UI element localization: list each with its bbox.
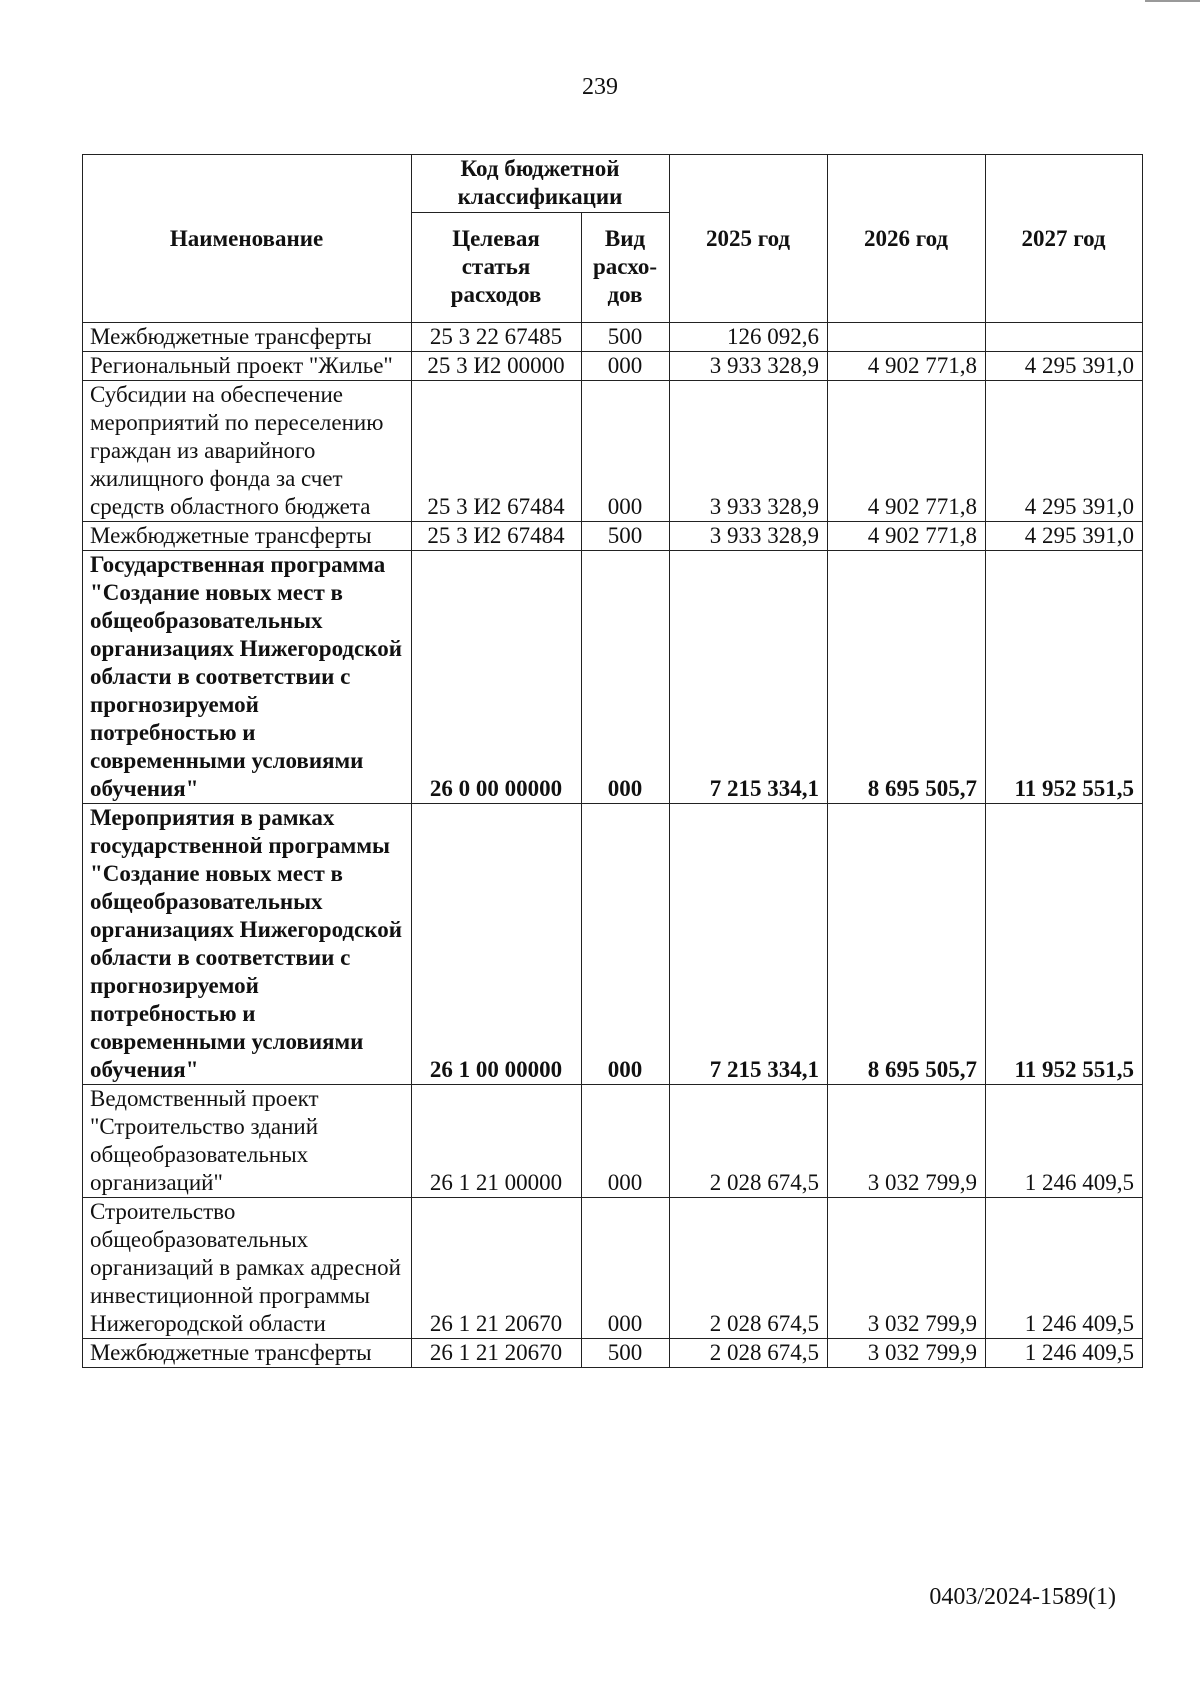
cell-target-article: 25 3 И2 67484 xyxy=(412,522,582,551)
header-name: Наименование xyxy=(83,155,412,323)
cell-expense-kind: 000 xyxy=(582,551,670,804)
cell-expense-kind: 500 xyxy=(582,1339,670,1368)
cell-2025: 3 933 328,9 xyxy=(670,381,828,522)
cell-expense-kind: 500 xyxy=(582,522,670,551)
cell-name: Региональный проект "Жилье" xyxy=(83,352,412,381)
cell-2026: 3 032 799,9 xyxy=(828,1339,986,1368)
cell-2026: 4 902 771,8 xyxy=(828,381,986,522)
table-row xyxy=(83,352,1143,381)
cell-target-article: 26 1 21 00000 xyxy=(412,1085,582,1198)
cell-expense-kind: 000 xyxy=(582,352,670,381)
budget-table xyxy=(82,154,1143,1368)
cell-name: Межбюджетные трансферты xyxy=(83,323,412,352)
cell-2025: 2 028 674,5 xyxy=(670,1085,828,1198)
cell-2025: 2 028 674,5 xyxy=(670,1339,828,1368)
cell-name: Межбюджетные трансферты xyxy=(83,522,412,551)
cell-2027: 1 246 409,5 xyxy=(986,1339,1143,1368)
cell-2027: 4 295 391,0 xyxy=(986,352,1143,381)
cell-target-article: 26 1 00 00000 xyxy=(412,804,582,1085)
cell-name: Государственная программа "Создание новых мест в общеобразовательных организациях Нижегородской области в соответствии с прогнозируемой потребностью и современными условиями обучения" xyxy=(83,551,412,804)
cell-name: Межбюджетные трансферты xyxy=(83,1339,412,1368)
scan-edge-mark xyxy=(1145,0,1200,2)
cell-expense-kind: 500 xyxy=(582,323,670,352)
cell-target-article: 26 0 00 00000 xyxy=(412,551,582,804)
cell-2026: 3 032 799,9 xyxy=(828,1085,986,1198)
cell-2027: 1 246 409,5 xyxy=(986,1085,1143,1198)
table-row xyxy=(83,1339,1143,1368)
cell-2027: 1 246 409,5 xyxy=(986,1198,1143,1339)
cell-target-article: 26 1 21 20670 xyxy=(412,1198,582,1339)
cell-2027: 4 295 391,0 xyxy=(986,381,1143,522)
cell-2027: 11 952 551,5 xyxy=(986,551,1143,804)
cell-2025: 126 092,6 xyxy=(670,323,828,352)
cell-2025: 3 933 328,9 xyxy=(670,352,828,381)
cell-expense-kind: 000 xyxy=(582,1085,670,1198)
cell-name: Строительство общеобразовательных организаций в рамках адресной инвестиционной программы Нижегородской области xyxy=(83,1198,412,1339)
cell-name: Ведомственный проект "Строительство зданий общеобразовательных организаций" xyxy=(83,1085,412,1198)
cell-2027 xyxy=(986,323,1143,352)
cell-2026: 4 902 771,8 xyxy=(828,352,986,381)
cell-2026: 8 695 505,7 xyxy=(828,804,986,1085)
cell-2025: 2 028 674,5 xyxy=(670,1198,828,1339)
cell-2025: 7 215 334,1 xyxy=(670,804,828,1085)
cell-target-article: 25 3 22 67485 xyxy=(412,323,582,352)
cell-2026 xyxy=(828,323,986,352)
header-expense-kind: Вид расхо-дов xyxy=(582,212,670,322)
cell-target-article: 25 3 И2 67484 xyxy=(412,381,582,522)
table-row xyxy=(83,551,1143,804)
cell-2027: 11 952 551,5 xyxy=(986,804,1143,1085)
cell-target-article: 25 3 И2 00000 xyxy=(412,352,582,381)
cell-expense-kind: 000 xyxy=(582,1198,670,1339)
cell-2025: 7 215 334,1 xyxy=(670,551,828,804)
cell-target-article: 26 1 21 20670 xyxy=(412,1339,582,1368)
cell-expense-kind: 000 xyxy=(582,804,670,1085)
cell-name: Субсидии на обеспечение мероприятий по переселению граждан из аварийного жилищного фонда за счет средств областного бюджета xyxy=(83,381,412,522)
table-row xyxy=(83,804,1143,1085)
cell-2026: 8 695 505,7 xyxy=(828,551,986,804)
cell-2026: 4 902 771,8 xyxy=(828,522,986,551)
cell-2025: 3 933 328,9 xyxy=(670,522,828,551)
table-row xyxy=(83,381,1143,522)
header-2025: 2025 год xyxy=(670,155,828,323)
table-row xyxy=(83,323,1143,352)
table-header-row xyxy=(83,155,1143,213)
document-id: 0403/2024-1589(1) xyxy=(929,1584,1116,1610)
cell-expense-kind: 000 xyxy=(582,381,670,522)
header-kbk: Код бюджетной классификации xyxy=(412,155,670,213)
page-number: 239 xyxy=(582,74,618,100)
table-row xyxy=(83,522,1143,551)
table-row xyxy=(83,1085,1143,1198)
header-target-article: Целевая статья расходов xyxy=(412,212,582,322)
cell-name: Мероприятия в рамках государственной программы "Создание новых мест в общеобразовательных организациях Нижегородской области в соответствии с прогнозируемой потребностью и современными условиями обучения" xyxy=(83,804,412,1085)
cell-2027: 4 295 391,0 xyxy=(986,522,1143,551)
cell-2026: 3 032 799,9 xyxy=(828,1198,986,1339)
table-row xyxy=(83,1198,1143,1339)
header-2027: 2027 год xyxy=(986,155,1143,323)
header-2026: 2026 год xyxy=(828,155,986,323)
